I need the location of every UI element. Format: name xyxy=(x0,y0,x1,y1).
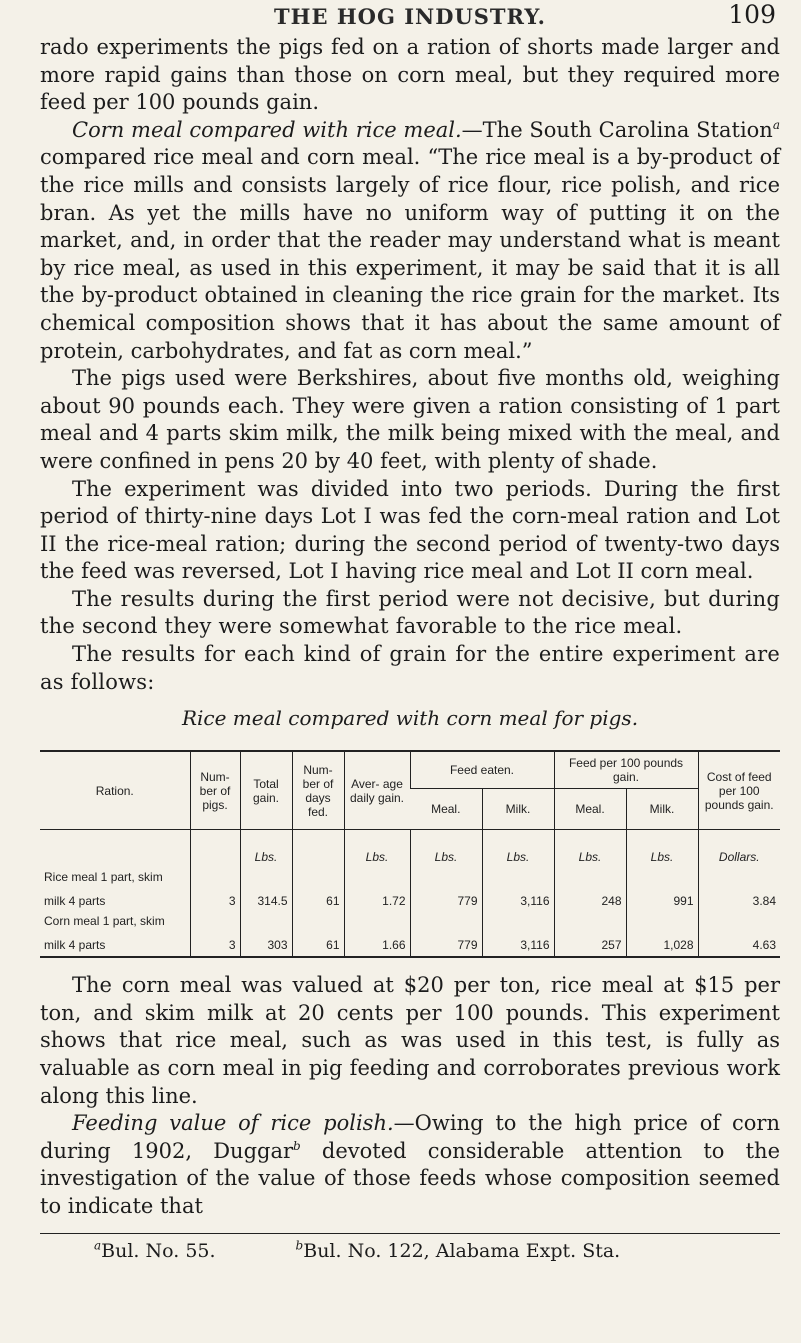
cell-per100-milk: 1,028 xyxy=(626,928,698,957)
footnote-b xyxy=(296,1240,621,1262)
footnote-marker-b[interactable]: b xyxy=(293,1138,301,1153)
cell-feed-meal: 779 xyxy=(410,928,482,957)
header-num-days: Num- ber of days fed. xyxy=(292,751,344,830)
ration-label: Rice meal 1 part, skim xyxy=(44,870,163,885)
footnote-divider xyxy=(40,1233,780,1234)
page-number: 109 xyxy=(728,0,776,29)
paragraph-text: compared rice meal and corn meal. “The rice meal is a by-product of the rice mills and consists largely of rice flour, rice polish, and rice bran. As yet the mills have no uniform way of putting it on the market, and, in order that the reader may understand what is meant by rice meal, as used in this experiment, it may be said that it is all the by-product obtained in cleaning the rice grain for the market. Its chemical composition shows that it has about the same amount of protein, carbohydrates, and fat as corn meal.” xyxy=(40,145,780,363)
footnote-a-marker: a xyxy=(94,1238,102,1253)
footnote-b-marker: b xyxy=(295,1238,304,1253)
cell-avg-gain: 1.72 xyxy=(344,884,410,908)
header-num-pigs: Num- ber of pigs. xyxy=(190,751,240,830)
unit-per100-meal: Lbs. xyxy=(554,830,626,865)
unit-total-gain: Lbs. xyxy=(240,830,292,865)
paragraph-results-period: The results during the first period were not decisive, but during the second they were somewhat favorable to the rice meal. xyxy=(40,586,780,639)
header-ration: Ration. xyxy=(40,751,190,830)
paragraph-results-intro: The results for each kind of grain for the entire experiment are as follows: xyxy=(40,642,780,694)
paragraph-pigs-used: The pigs used were Berkshires, about five months old, weighing about 90 pounds each. They were given a ration consisting of 1 part meal and 4 parts skim milk, the milk being mixed with the meal, and were confined in pens 20 by 40 feet, with plenty of shade. xyxy=(40,366,780,473)
cell-feed-meal: 779 xyxy=(410,884,482,908)
cell-feed-milk: 3,116 xyxy=(482,928,554,957)
header-avg-gain: Aver- age daily gain. xyxy=(344,751,410,830)
footnote-a-text: Bul. No. 55. xyxy=(101,1239,216,1262)
footnote-b-text: Bul. No. 122, Alabama Expt. Sta. xyxy=(303,1239,621,1262)
running-title: THE HOG INDUSTRY. xyxy=(274,4,546,29)
unit-avg-gain: Lbs. xyxy=(344,830,410,865)
footnotes xyxy=(40,1240,780,1262)
paragraph-text: —The South Carolina Station xyxy=(461,117,773,142)
paragraph-rice-polish xyxy=(40,1110,780,1220)
cell-avg-gain: 1.66 xyxy=(344,928,410,957)
header-feed-per-100: Feed per 100 pounds gain. xyxy=(554,751,698,789)
footnote-marker-a[interactable]: a xyxy=(772,117,780,132)
ration-label: milk 4 parts xyxy=(40,928,190,957)
cell-per100-milk: 991 xyxy=(626,884,698,908)
section-heading-rice-vs-corn: Corn meal compared with rice meal. xyxy=(72,117,462,142)
table-row xyxy=(40,864,780,884)
cell-per100-meal: 248 xyxy=(554,884,626,908)
paragraph-continued: rado experiments the pigs fed on a ration of shorts made larger and more rapid gains than those on corn meal, but they required more feed per 100 pounds gain. xyxy=(40,35,780,115)
header-per100-milk: Milk. xyxy=(626,789,698,830)
table-row xyxy=(40,928,780,957)
cell-per100-meal: 257 xyxy=(554,928,626,957)
header-cost: Cost of feed per 100 pounds gain. xyxy=(698,751,780,830)
header-per100-meal: Meal. xyxy=(554,789,626,830)
header-feed-eaten: Feed eaten. xyxy=(410,751,554,789)
ration-label: milk 4 parts xyxy=(44,894,106,909)
units-row xyxy=(40,830,780,865)
paragraph-text: —Owing to the high price of corn during 1902, Duggar xyxy=(40,1111,780,1163)
running-header xyxy=(40,0,780,34)
cell-cost: 3.84 xyxy=(698,884,780,908)
results-table xyxy=(40,750,780,958)
paragraph-periods: The experiment was divided into two periods. During the first period of thirty-nine days Lot I was fed the corn-meal ration and Lot II the rice-meal ration; during the second period of twenty-two days the feed was reversed, Lot I having rice meal and Lot II corn meal. xyxy=(40,476,780,584)
cell-total-gain: 314.5 xyxy=(240,884,292,908)
unit-cost: Dollars. xyxy=(698,830,780,865)
cell-pigs: 3 xyxy=(190,928,240,957)
section-heading-rice-polish: Feeding value of rice polish. xyxy=(72,1111,394,1136)
table-row xyxy=(40,908,780,928)
table-caption: Rice meal compared with corn meal for pigs. xyxy=(181,706,639,731)
cell-feed-milk: 3,116 xyxy=(482,884,554,908)
header-feed-milk: Milk. xyxy=(482,789,554,830)
paragraph-text: devoted considerable attention to the investigation of the value of those feeds whose composition seemed to indicate that xyxy=(40,1138,781,1218)
header-feed-meal: Meal. xyxy=(410,789,482,830)
cell-cost: 4.63 xyxy=(698,928,780,957)
footnote-a xyxy=(94,1240,216,1262)
cell-total-gain: 303 xyxy=(240,928,292,957)
table-row xyxy=(40,884,780,908)
paragraph-valuation: The corn meal was valued at $20 per ton, rice meal at $15 per ton, and skim milk at 20 cents per 100 pounds. This experiment shows that rice meal, such as was used in this test, is fully as valuable as corn meal in pig feeding and corroborates previous work along this line. xyxy=(40,973,780,1108)
ration-label: Corn meal 1 part, skim xyxy=(44,914,165,929)
book-page xyxy=(40,0,780,1262)
unit-feed-milk: Lbs. xyxy=(482,830,554,865)
header-total-gain: Total gain. xyxy=(240,751,292,830)
cell-days: 61 xyxy=(292,928,344,957)
cell-pigs: 3 xyxy=(190,884,240,908)
paragraph-rice-vs-corn xyxy=(40,117,780,365)
cell-days: 61 xyxy=(292,884,344,908)
unit-feed-meal: Lbs. xyxy=(410,830,482,865)
unit-per100-milk: Lbs. xyxy=(626,830,698,865)
